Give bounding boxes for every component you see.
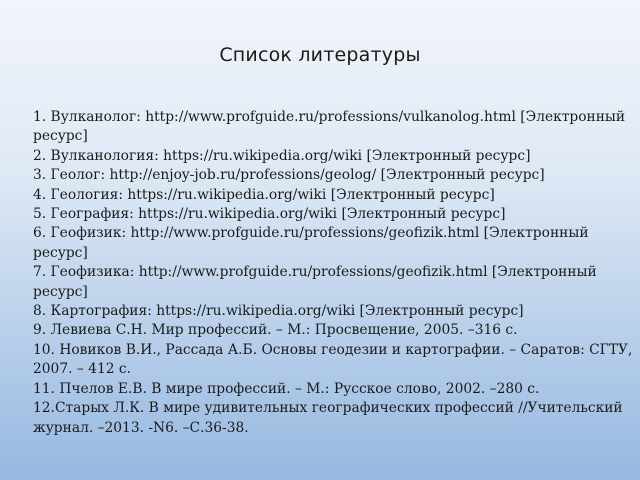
reference-item-3: 3. Геолог: http://enjoy-job.ru/professions/geolog/ [Электронный ресурс]: [33, 167, 545, 184]
reference-item-4: 4. Геология: https://ru.wikipedia.org/wiki [Электронный ресурс]: [33, 186, 495, 203]
reference-item-1: 1. Вулканолог: http://www.profguide.ru/professions/vulkanolog.html [Электронный ресурс]: [33, 109, 626, 145]
reference-item-10: 10. Новиков В.И., Рассада А.Б. Основы геодезии и картографии. – Саратов: СГТУ, 2007. – 412 с.: [33, 341, 633, 378]
reference-item-9: 9. Левиева С.Н. Мир профессий. – М.: Просвещение, 2005. –316 с.: [33, 322, 518, 339]
reference-item-8: 8. Картография: https://ru.wikipedia.org/wiki [Электронный ресурс]: [33, 303, 524, 320]
reference-item-11: 11. Пчелов Е.В. В мире профессий. – М.: Русское слово, 2002. –280 с.: [33, 380, 540, 397]
reference-list: [33, 108, 633, 438]
reference-item-7: 7. Геофизика: http://www.profguide.ru/professions/geofizik.html [Электронный ресурс]: [33, 264, 597, 300]
reference-item-5: 5. География: https://ru.wikipedia.org/wiki [Электронный ресурс]: [33, 206, 506, 223]
reference-item-6: 6. Геофизик: http://www.profguide.ru/professions/geofizik.html [Электронный ресурс]: [33, 225, 589, 261]
reference-item-2: 2. Вулканология: https://ru.wikipedia.org/wiki [Электронный ресурс]: [33, 147, 531, 164]
reference-item-12: 12.Старых Л.К. В мире удивительных географических профессий //Учительский журнал. –2013. -N6. –С.36-38.: [33, 400, 623, 436]
slide-title: Список литературы: [219, 44, 421, 66]
